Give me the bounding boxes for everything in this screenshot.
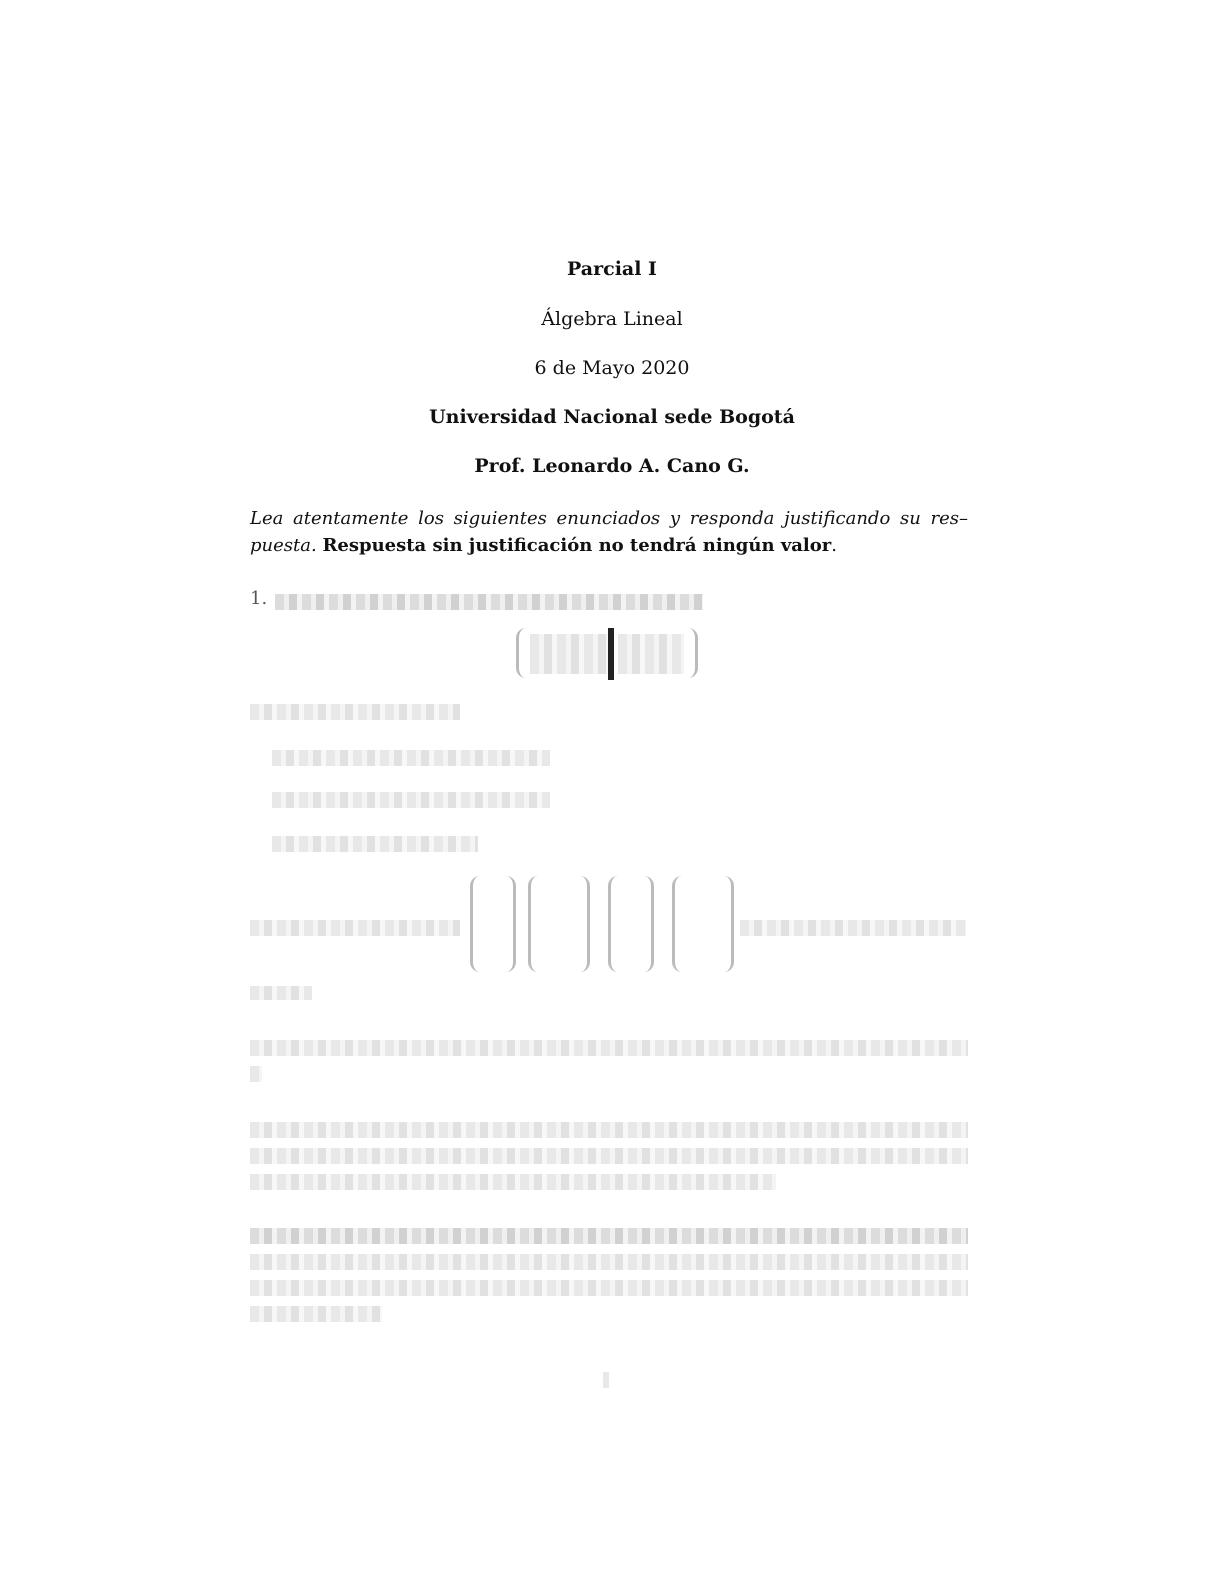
bonus-line-1-redacted (250, 1228, 968, 1244)
course-subject: Álgebra Lineal (541, 308, 683, 330)
matrix-augment-bar (608, 628, 614, 680)
page-number-redacted (603, 1372, 609, 1388)
question-3-text-cont-redacted (250, 1066, 262, 1082)
question-2-end-redacted (250, 986, 312, 1000)
question-1-text-redacted (275, 594, 703, 610)
question-1-prompt-redacted (250, 704, 460, 720)
professor-name: Prof. Leonardo A. Cano G. (474, 455, 750, 477)
question-4-line-3-redacted (250, 1174, 776, 1190)
question-2-text-redacted (250, 920, 460, 936)
vector-1-redacted (470, 876, 516, 972)
university-name: Universidad Nacional sede Bogotá (429, 406, 795, 428)
instructions-bold: Respuesta sin justificación no tendrá ningún valor (322, 535, 832, 556)
instructions-italic: Lea atentamente los siguientes enunciados y responda justificando su res–puesta. (250, 508, 968, 556)
vector-4-redacted (672, 876, 734, 972)
item-b-redacted (272, 792, 550, 808)
question-1-number: 1. (250, 588, 268, 609)
question-4-line-1-redacted (250, 1122, 968, 1138)
exam-date: 6 de Mayo 2020 (534, 357, 690, 379)
item-c-redacted (272, 836, 478, 852)
vector-3-redacted (608, 876, 654, 972)
vector-2-redacted (528, 876, 590, 972)
matrix-rhs-redacted (618, 634, 684, 674)
instructions-paragraph (250, 505, 968, 559)
bonus-line-4-redacted (250, 1306, 382, 1322)
matrix-entries-redacted (530, 634, 610, 674)
question-3-text-redacted (250, 1040, 968, 1056)
question-2-text-cont-redacted (740, 920, 966, 936)
exam-title: Parcial I (567, 258, 657, 280)
question-4-line-2-redacted (250, 1148, 968, 1164)
bonus-line-3-redacted (250, 1280, 968, 1296)
item-a-redacted (272, 750, 550, 766)
instructions-period: . (831, 535, 837, 556)
bonus-line-2-redacted (250, 1254, 968, 1270)
